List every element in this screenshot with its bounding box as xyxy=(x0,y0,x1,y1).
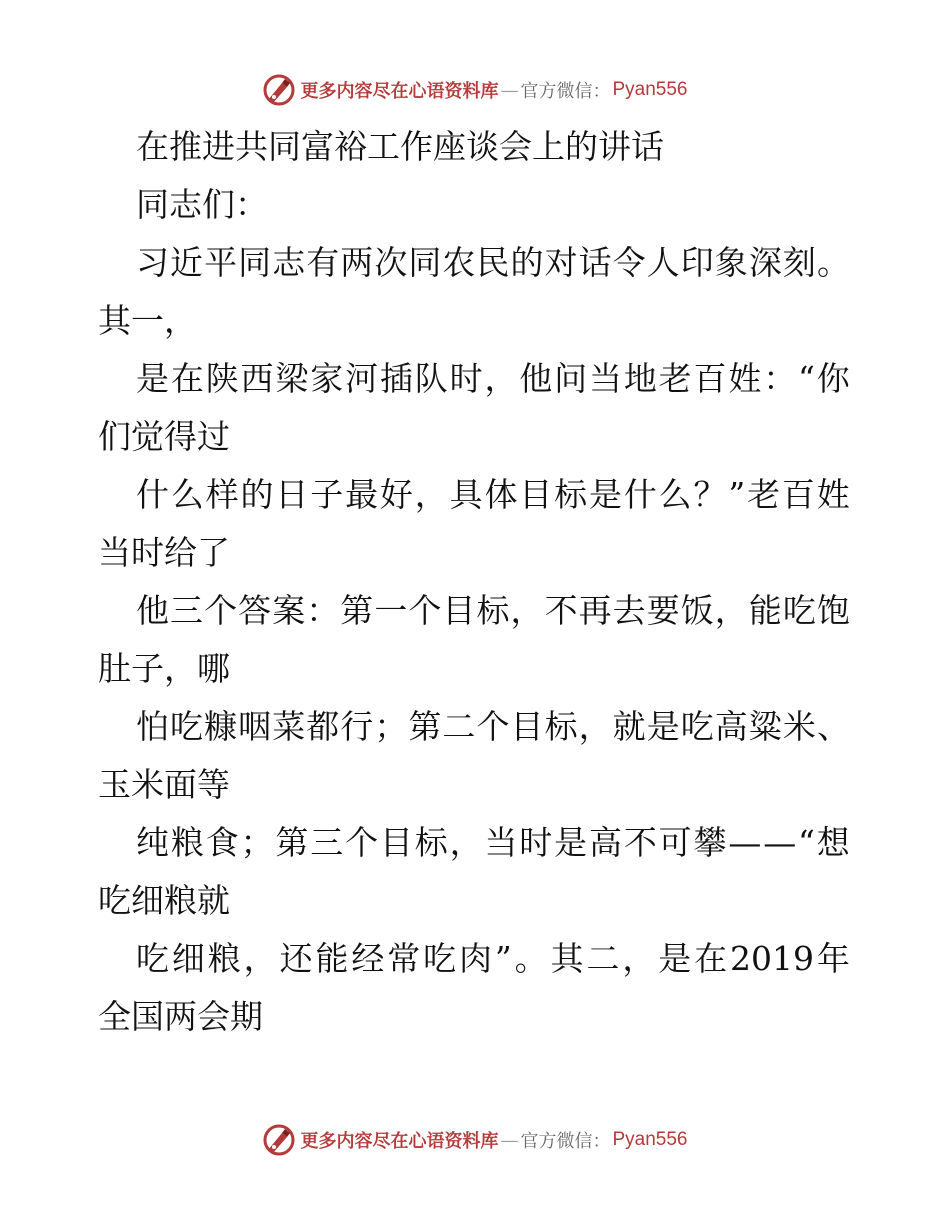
text-line: 当时给了 xyxy=(98,533,230,572)
pen-logo-icon xyxy=(262,73,296,107)
banner-wechat-id: Pyan556 xyxy=(612,79,688,100)
text-line: 习 近 平 同 志 有 两 次 同 农 民 的 对 话 令 人 印 象 深 刻 。 xyxy=(136,243,850,282)
text-line: 全国两会期 xyxy=(98,997,263,1036)
banner-separator: — xyxy=(500,79,519,101)
text-line: 吃 细 粮 ， 还 能 经 常 吃 肉 ” 。 其 二 ， 是 在 2019 年 xyxy=(136,939,850,978)
document-body xyxy=(98,118,850,1046)
text-line: 吃细粮就 xyxy=(98,881,230,920)
text-line: 肚子，哪 xyxy=(98,649,230,688)
text-line: 们觉得过 xyxy=(98,417,230,456)
header-watermark-banner xyxy=(0,72,950,108)
banner-wechat-label: 官方微信： xyxy=(520,81,611,102)
footer-watermark-banner xyxy=(0,1122,950,1158)
pen-logo-icon xyxy=(262,1123,296,1157)
text-line: 玉米面等 xyxy=(98,765,230,804)
text-line: 同志们： xyxy=(136,185,268,224)
text-line: 在推进共同富裕工作座谈会上的讲话 xyxy=(136,127,664,166)
text-line: 是 在 陕 西 梁 家 河 插 队 时 ， 他 问 当 地 老 百 姓 ： “ 你 xyxy=(136,359,850,398)
banner-text: 更多内容尽在心语资料库 xyxy=(300,81,499,102)
banner-wechat-id: Pyan556 xyxy=(612,1129,688,1150)
text-line: 怕 吃 糠 咽 菜 都 行 ； 第 二 个 目 标 ， 就 是 吃 高 粱 米 、 xyxy=(136,707,850,746)
text-line: 纯 粮 食 ； 第 三 个 目 标 ， 当 时 是 高 不 可 攀 — — “ 想 xyxy=(136,823,850,862)
text-line: 其一， xyxy=(98,301,197,340)
banner-separator: — xyxy=(500,1129,519,1151)
text-line: 什 么 样 的 日 子 最 好 ， 具 体 目 标 是 什 么 ？ ” 老 百 姓 xyxy=(136,475,850,514)
banner-text: 更多内容尽在心语资料库 xyxy=(300,1131,499,1152)
banner-wechat-label: 官方微信： xyxy=(520,1131,611,1152)
text-line: 他 三 个 答 案 ： 第 一 个 目 标 ， 不 再 去 要 饭 ， 能 吃 饱 xyxy=(136,591,850,630)
